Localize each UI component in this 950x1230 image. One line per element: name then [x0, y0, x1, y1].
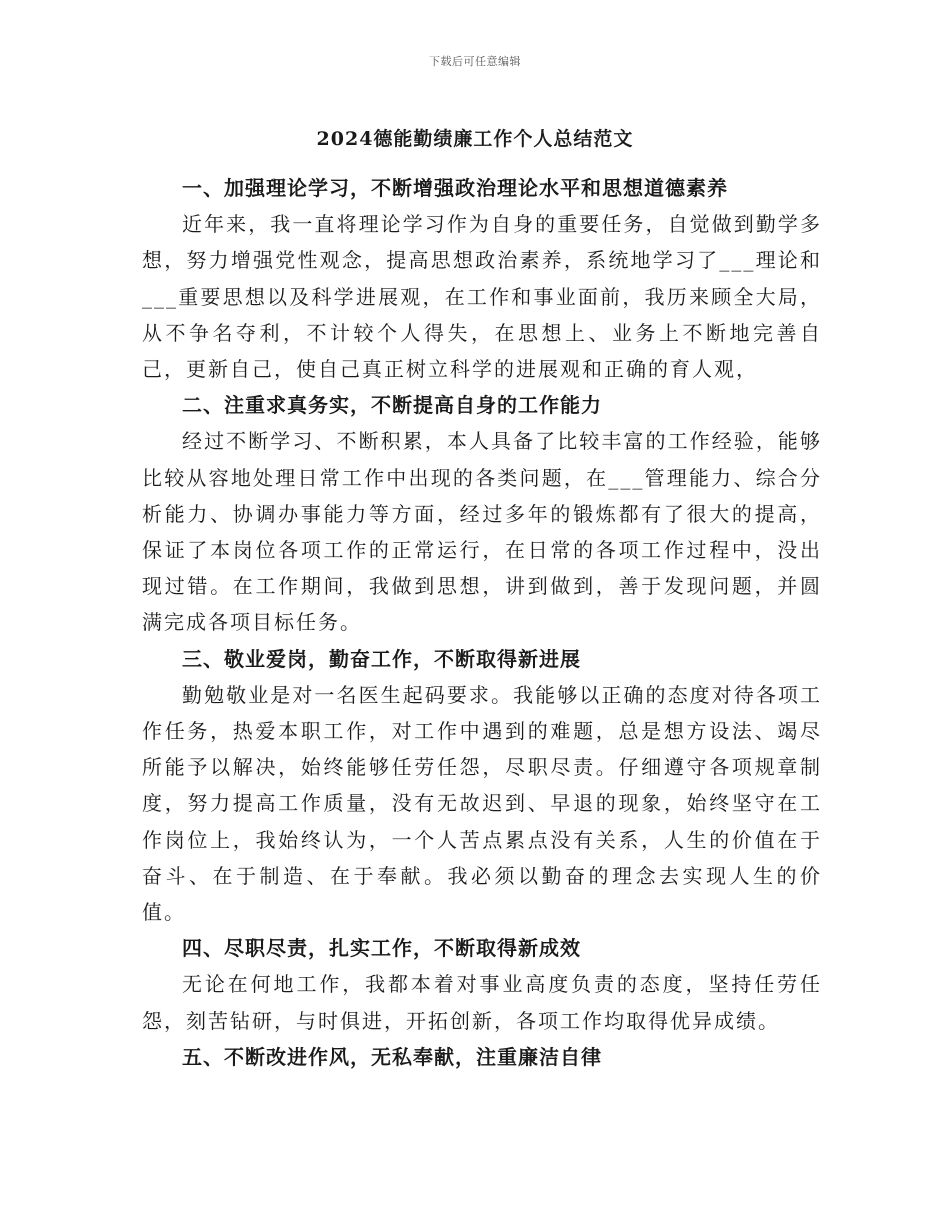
- header-note: 下载后可任意编辑: [429, 55, 521, 68]
- section-heading-2: 二、注重求真务实，不断提高自身的工作能力: [182, 393, 602, 418]
- document-title: 2024德能勤绩廉工作个人总结范文: [316, 128, 634, 150]
- section-heading-5: 五、不断改进作风，无私奉献，注重廉洁自律: [182, 1044, 602, 1069]
- section-heading-3: 三、敬业爱岗，勤奋工作，不断取得新进展: [182, 646, 581, 671]
- section-paragraph-3: 勤勉敬业是对一名医生起码要求。我能够以正确的态度对待各项工作任务，热爱本职工作，对工作中遇到的难题，总是想方设法、竭尽所能予以解决，始终能够任劳任怨，尽职尽责。仔细遵守各项规章制度，努力提高工作质量，没有无故迟到、早退的现象，始终坚守在工作岗位上，我始终认为，一个人苦点累点没有关系，人生的价值在于奋斗、在于制造、在于奉献。我必须以勤奋的理念去实现人生的价值。: [142, 682, 822, 925]
- section-paragraph-1: 近年来，我一直将理论学习作为自身的重要任务，自觉做到勤学多想，努力增强党性观念，提高思想政治素养，系统地学习了___理论和___重要思想以及科学进展观，在工作和事业面前，我历来顾全大局，从不争名夺利，不计较个人得失，在思想上、业务上不断地完善自己，更新自己，使自己真正树立科学的进展观和正确的育人观，: [142, 212, 822, 382]
- section-paragraph-4: 无论在何地工作，我都本着对事业高度负责的态度，坚持任劳任怨，刻苦钻研，与时俱进，开拓创新，各项工作均取得优异成绩。: [142, 972, 822, 1033]
- section-heading-4: 四、尽职尽责，扎实工作，不断取得新成效: [182, 936, 581, 961]
- section-paragraph-2: 经过不断学习、不断积累，本人具备了比较丰富的工作经验，能够比较从容地处理日常工作中出现的各类问题，在___管理能力、综合分析能力、协调办事能力等方面，经过多年的锻炼都有了很大的提高，保证了本岗位各项工作的正常运行，在日常的各项工作过程中，没出现过错。在工作期间，我做到思想，讲到做到，善于发现问题，并圆满完成各项目标任务。: [142, 429, 822, 635]
- section-heading-1: 一、加强理论学习，不断增强政治理论水平和思想道德素养: [182, 176, 728, 200]
- document-body: [142, 170, 822, 1075]
